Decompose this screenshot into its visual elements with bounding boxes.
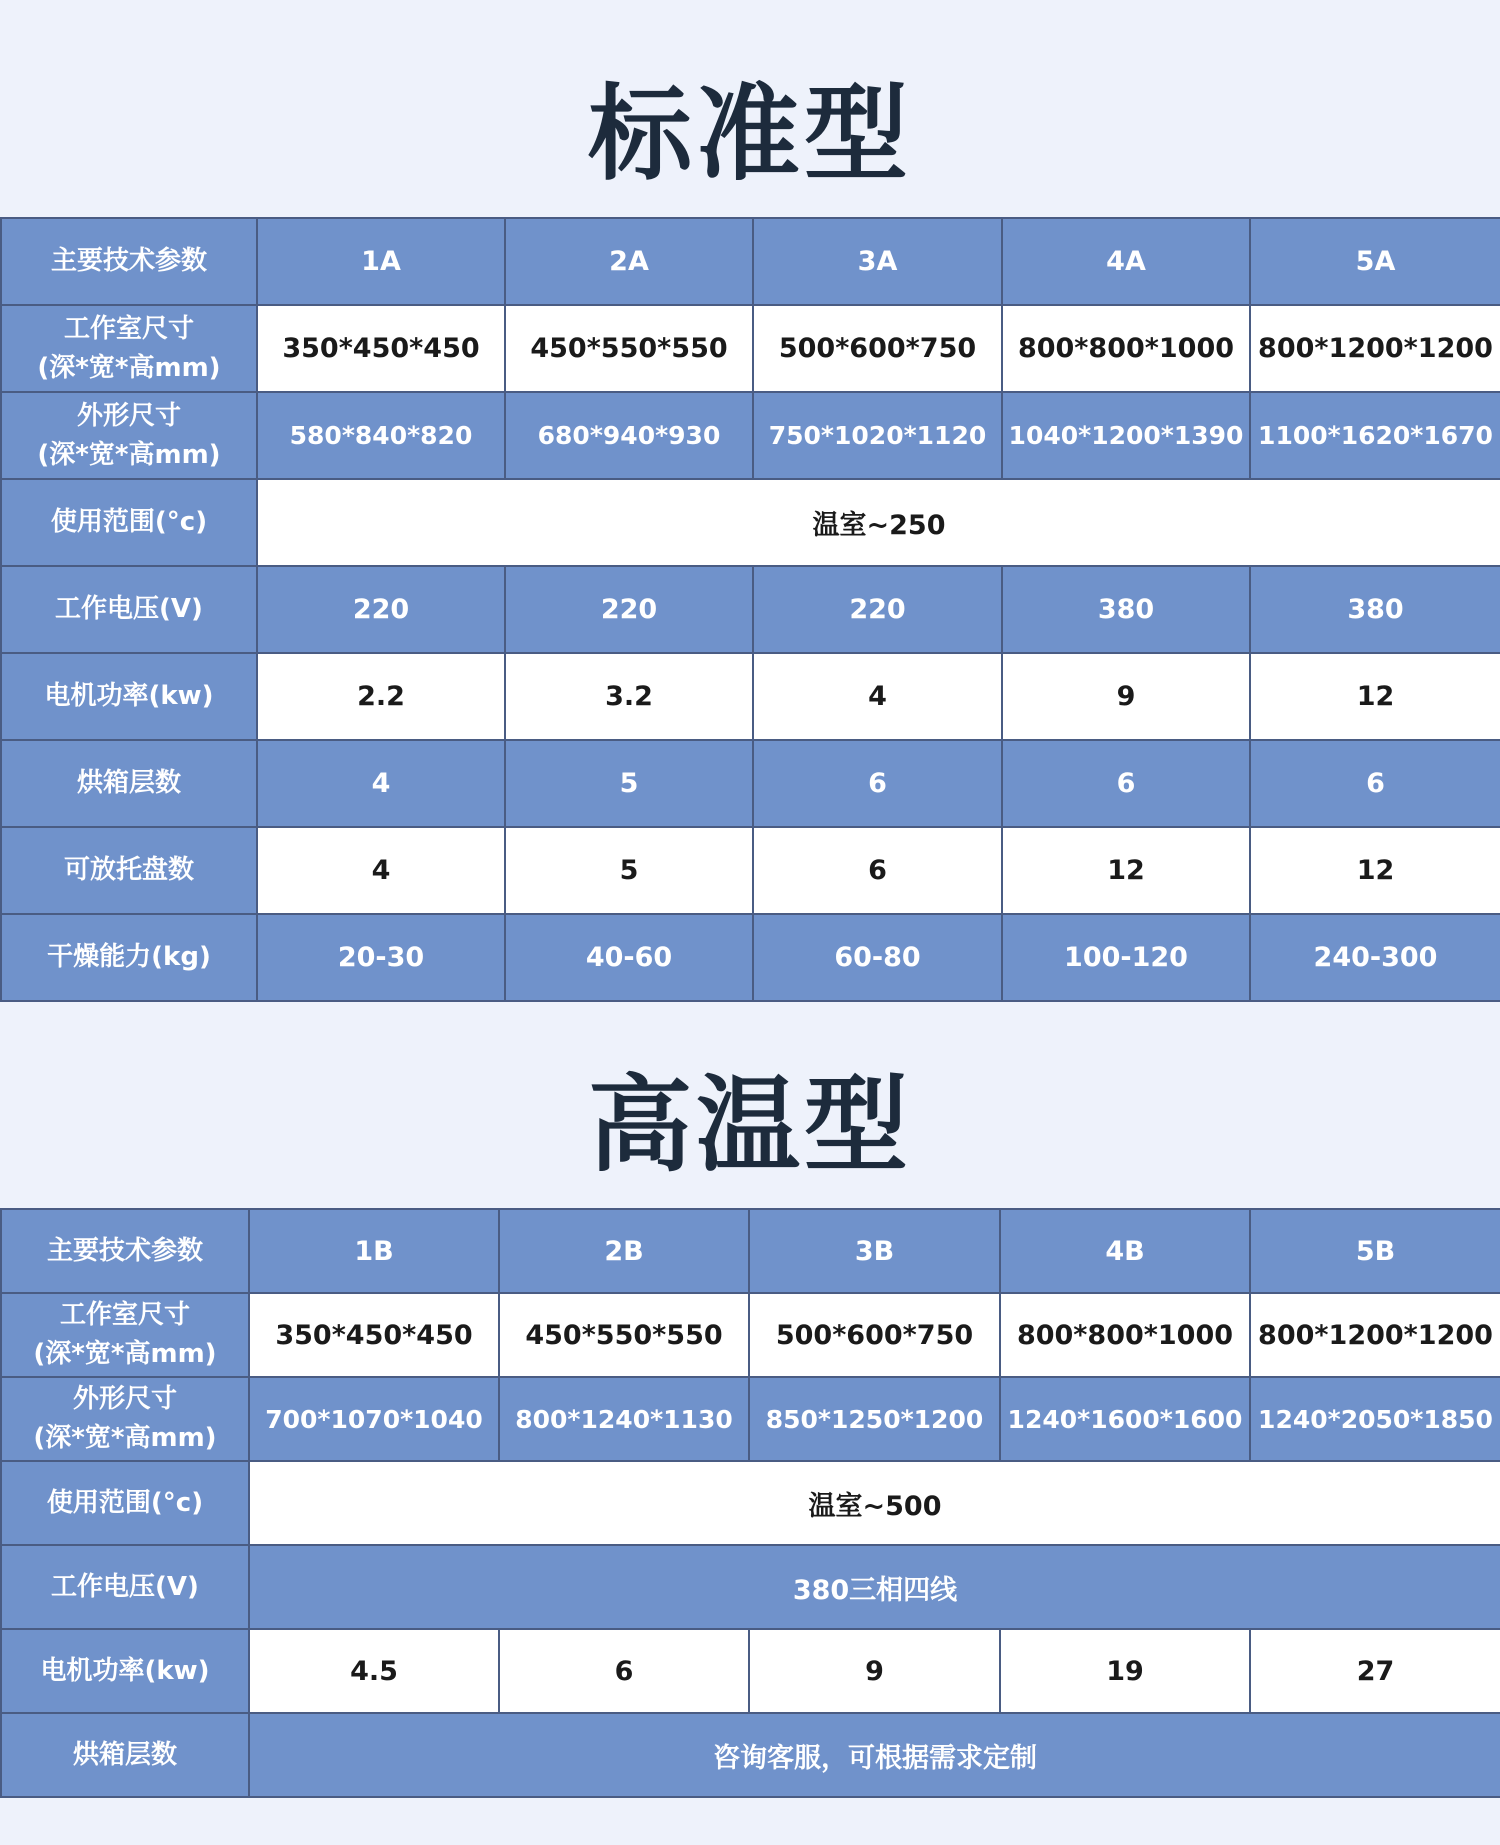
row-label-outer-size [1,1377,249,1461]
hightemp-spec-table [0,1208,1500,1798]
table-cell: 9 [1002,653,1250,740]
row-label-line: (深*宽*高mm) [33,1339,217,1369]
table-cell: 6 [1002,740,1250,827]
table-row [1,1545,1500,1629]
table-cell: 1040*1200*1390 [1002,392,1250,479]
table-cell: 20-30 [257,914,505,1001]
row-label-drying-capacity: 干燥能力(kg) [1,914,257,1001]
standard-spec-table [0,217,1500,1002]
table-cell: 680*940*930 [505,392,753,479]
table-row [1,1377,1500,1461]
table-cell: 40-60 [505,914,753,1001]
table-row [1,740,1500,827]
table-row [1,479,1500,566]
row-label-motor-power: 电机功率(kw) [1,653,257,740]
row-label-chamber-size [1,1293,249,1377]
table-cell: 380 [1250,566,1500,653]
table-cell: 350*450*450 [257,305,505,392]
table-row [1,1461,1500,1545]
hightemp-section-title: 高温型 [587,1064,912,1186]
table-cell: 450*550*550 [505,305,753,392]
table-cell: 800*800*1000 [1002,305,1250,392]
table-cell: 100-120 [1002,914,1250,1001]
table-cell: 60-80 [753,914,1002,1001]
table-cell: 4 [257,827,505,914]
table-row [1,914,1500,1001]
merged-cell-voltage: 380三相四线 [249,1545,1500,1629]
merged-cell-oven-layers: 咨询客服，可根据需求定制 [249,1713,1500,1797]
row-label-line: 工作室尺寸 [63,313,194,344]
row-label-voltage: 工作电压(V) [1,1545,249,1629]
table-row [1,827,1500,914]
table-cell: 1240*2050*1850 [1250,1377,1500,1461]
table-cell: 220 [753,566,1002,653]
table-cell: 2.2 [257,653,505,740]
row-label-motor-power: 电机功率(kw) [1,1629,249,1713]
row-label-line: (深*宽*高mm) [37,352,221,383]
table-cell: 800*1240*1130 [499,1377,749,1461]
table-cell: 220 [505,566,753,653]
row-label-chamber-size [1,305,257,392]
table-cell: 4.5 [249,1629,499,1713]
table-cell: 5 [505,827,753,914]
table-row [1,1293,1500,1377]
table-cell: 4 [257,740,505,827]
table-row [1,566,1500,653]
model-header-1A: 1A [257,218,505,305]
table-cell: 500*600*750 [753,305,1002,392]
model-header-1B: 1B [249,1209,499,1293]
table-header-row [1,1209,1500,1293]
table-cell: 800*1200*1200 [1250,1293,1500,1377]
standard-section-title: 标准型 [587,73,912,195]
table-cell: 6 [753,740,1002,827]
model-header-3B: 3B [749,1209,1000,1293]
table-cell: 450*550*550 [499,1293,749,1377]
table-row [1,1629,1500,1713]
row-label-temp-range: 使用范围(°c) [1,1461,249,1545]
table-cell: 800*1200*1200 [1250,305,1500,392]
table-cell: 27 [1250,1629,1500,1713]
table-cell: 12 [1250,653,1500,740]
table-cell: 750*1020*1120 [753,392,1002,479]
table-cell: 12 [1250,827,1500,914]
table-row [1,392,1500,479]
row-label-main-params: 主要技术参数 [1,1209,249,1293]
row-label-line: 工作室尺寸 [59,1300,190,1330]
model-header-4B: 4B [1000,1209,1250,1293]
table-cell: 12 [1002,827,1250,914]
table-row [1,305,1500,392]
table-cell: 1100*1620*1670 [1250,392,1500,479]
table-header-row [1,218,1500,305]
model-header-4A: 4A [1002,218,1250,305]
table-cell: 580*840*820 [257,392,505,479]
table-cell: 240-300 [1250,914,1500,1001]
table-cell: 380 [1002,566,1250,653]
model-header-2A: 2A [505,218,753,305]
row-label-main-params: 主要技术参数 [1,218,257,305]
table-cell: 9 [749,1629,1000,1713]
table-cell: 19 [1000,1629,1250,1713]
row-label-line: 外形尺寸 [76,400,181,431]
table-cell: 6 [1250,740,1500,827]
row-label-line: (深*宽*高mm) [33,1423,217,1453]
table-cell: 350*450*450 [249,1293,499,1377]
table-row [1,653,1500,740]
row-label-temp-range: 使用范围(°c) [1,479,257,566]
table-cell: 800*800*1000 [1000,1293,1250,1377]
model-header-5A: 5A [1250,218,1500,305]
model-header-5B: 5B [1250,1209,1500,1293]
row-label-voltage: 工作电压(V) [1,566,257,653]
table-cell: 700*1070*1040 [249,1377,499,1461]
model-header-2B: 2B [499,1209,749,1293]
row-label-outer-size [1,392,257,479]
row-label-oven-layers: 烘箱层数 [1,740,257,827]
table-cell: 850*1250*1200 [749,1377,1000,1461]
table-cell: 500*600*750 [749,1293,1000,1377]
table-cell: 6 [753,827,1002,914]
table-cell: 3.2 [505,653,753,740]
table-cell: 1240*1600*1600 [1000,1377,1250,1461]
row-label-tray-count: 可放托盘数 [1,827,257,914]
table-cell: 220 [257,566,505,653]
table-cell: 4 [753,653,1002,740]
table-cell: 6 [499,1629,749,1713]
table-row [1,1713,1500,1797]
merged-cell-temp-range: 温室~250 [257,479,1500,566]
row-label-line: (深*宽*高mm) [37,439,221,470]
table-cell: 5 [505,740,753,827]
row-label-oven-layers: 烘箱层数 [1,1713,249,1797]
merged-cell-temp-range: 温室~500 [249,1461,1500,1545]
row-label-line: 外形尺寸 [72,1384,177,1414]
model-header-3A: 3A [753,218,1002,305]
